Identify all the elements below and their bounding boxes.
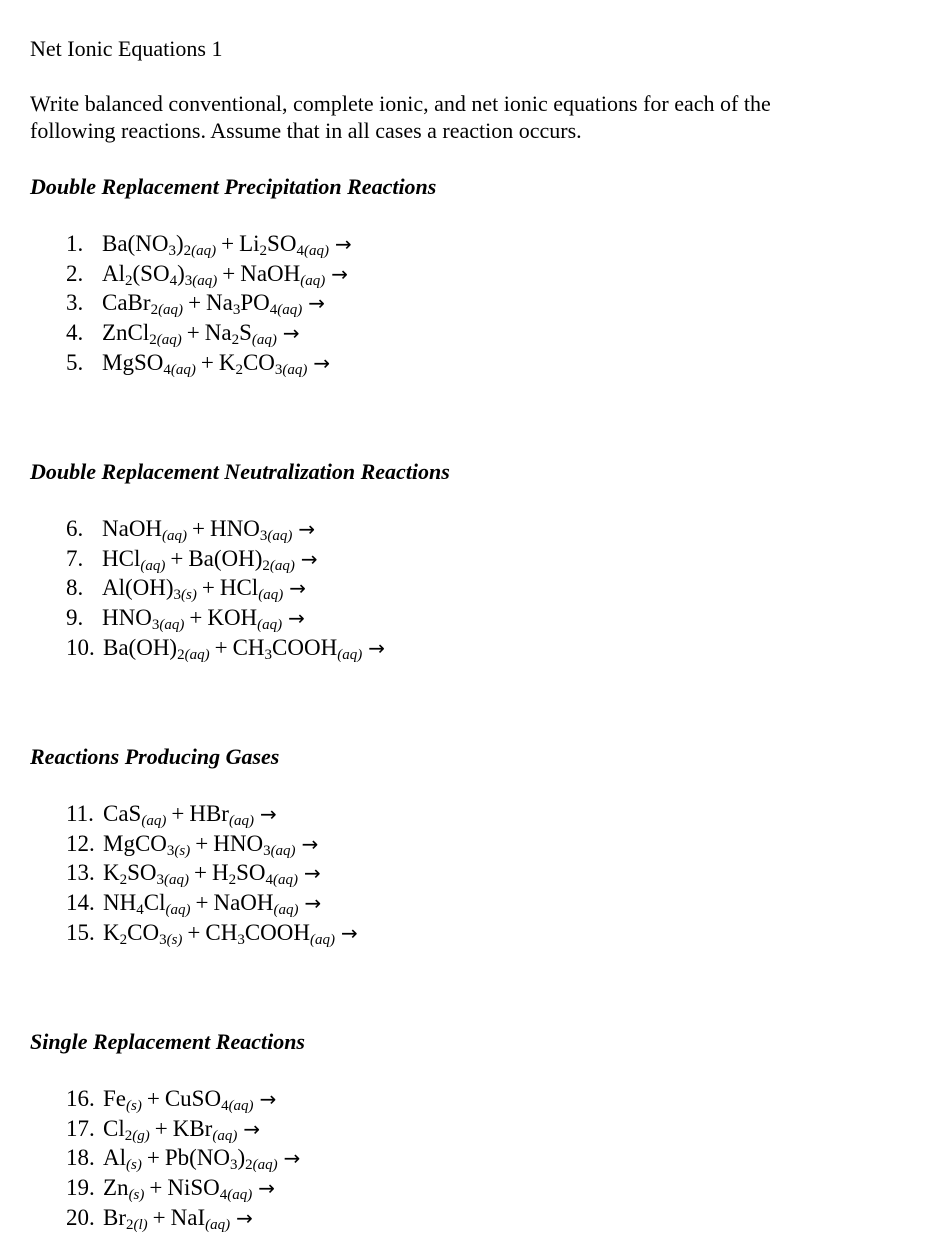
reaction-number: 13.: [66, 860, 95, 886]
chemical-formula: $K_2CO_{3(s)}$: [103, 919, 183, 948]
reaction-number: 8.: [66, 575, 84, 601]
instructions: [30, 90, 910, 144]
reaction-list-single-replacement: [66, 1084, 300, 1232]
reaction-equation: [102, 288, 325, 319]
reaction-number: 14.: [66, 890, 95, 916]
chemical-formula: $Cl_{2(g)}$: [103, 1115, 150, 1144]
plus-sign: +: [186, 320, 200, 346]
reaction-equation: [103, 799, 277, 830]
plus-sign: +: [154, 1115, 168, 1141]
instructions-line-1: Write balanced conventional, complete ionic, and net ionic equations for each of the: [30, 91, 771, 116]
chemical-formula: $Zn_{(s)}$: [103, 1175, 145, 1204]
reaction-arrow-icon: →: [341, 920, 358, 945]
chemical-formula: $K_2SO_{3(aq)}$: [103, 860, 190, 889]
reaction-arrow-icon: →: [304, 891, 322, 916]
plus-sign: +: [200, 349, 214, 375]
reaction-arrow-icon: →: [243, 1116, 261, 1141]
reaction-number: 4.: [66, 320, 84, 346]
chemical-formula: CuSO$_{4(aq)}$: [164, 1086, 254, 1114]
chemical-formula: $HNO_{3(aq)}$: [102, 605, 185, 634]
reaction-equation: [103, 858, 321, 889]
reaction-arrow-icon: →: [368, 635, 385, 660]
chemical-formula: $Li_2SO_{4(aq)}$: [239, 231, 329, 259]
reaction-number: 18.: [66, 1145, 95, 1171]
reaction-equation: [102, 348, 330, 379]
reaction-equation: [103, 829, 318, 860]
reaction-equation: [102, 318, 300, 349]
reaction-arrow-icon: →: [258, 1176, 276, 1201]
plus-sign: +: [188, 290, 202, 316]
reaction-arrow-icon: →: [259, 1087, 277, 1111]
reaction-item: [66, 829, 358, 859]
chemical-formula: $Al_2(SO_4)_{3(aq)}$: [102, 260, 218, 289]
reaction-item: [66, 544, 385, 574]
reaction-number: 19.: [66, 1175, 95, 1201]
plus-sign: +: [189, 605, 203, 631]
plus-sign: +: [195, 830, 209, 856]
reaction-equation: [102, 603, 305, 634]
chemical-formula: MgSO$_{4(aq)}$: [102, 349, 196, 378]
reaction-arrow-icon: →: [301, 831, 319, 856]
reaction-item: [66, 1173, 300, 1203]
chemical-formula: $Na_2S_{(aq)}$: [204, 320, 277, 349]
chemical-formula: NaOH$_{(aq)}$: [213, 890, 299, 919]
reaction-item: [66, 318, 352, 348]
reaction-equation: [103, 918, 358, 949]
plus-sign: +: [146, 1145, 160, 1171]
section-heading-precipitation: Double Replacement Precipitation Reactions: [30, 174, 437, 199]
reaction-number: 16.: [66, 1086, 95, 1111]
chemical-formula: $Al_{(s)}$: [103, 1145, 142, 1174]
chemical-formula: $CH_3COOH_{(aq)}$: [232, 634, 363, 663]
reaction-item: [66, 799, 358, 829]
plus-sign: +: [187, 919, 201, 945]
chemical-formula: KBr$_{(aq)}$: [172, 1115, 238, 1144]
reaction-list-neutralization: [66, 514, 385, 662]
section-heading-neutralization: Double Replacement Neutralization Reactions: [30, 459, 450, 484]
plus-sign: +: [222, 260, 236, 286]
plus-sign: +: [149, 1175, 163, 1201]
chemical-formula: $H_2SO_{4(aq)}$: [212, 860, 299, 889]
reaction-number: 6.: [66, 516, 84, 541]
plus-sign: +: [170, 545, 184, 571]
reaction-arrow-icon: →: [331, 261, 349, 286]
reaction-number: 3.: [66, 290, 84, 316]
plus-sign: +: [201, 575, 215, 601]
reaction-item: [66, 858, 358, 888]
reaction-equation: [102, 259, 348, 290]
chemical-formula: NiSO$_{4(aq)}$: [167, 1175, 253, 1204]
chemical-formula: $K_2CO_{3(aq)}$: [218, 349, 308, 378]
plus-sign: +: [195, 890, 209, 916]
chemical-formula: $KOH_{(aq)}$: [207, 605, 283, 634]
reaction-equation: [103, 1203, 253, 1234]
reaction-item: [66, 603, 385, 633]
reaction-item: [66, 1203, 300, 1233]
reaction-list-gases: [66, 799, 358, 947]
instructions-line-2: following reactions. Assume that in all cases a reaction occurs.: [30, 118, 582, 143]
reaction-item: [66, 888, 358, 918]
chemical-formula: NaI$_{(aq)}$: [170, 1204, 231, 1233]
reaction-item: [66, 1114, 300, 1144]
reaction-item: [66, 633, 385, 663]
chemical-formula: $HNO_{3(aq)}$: [213, 830, 296, 859]
reaction-item: [66, 288, 352, 318]
chemical-formula: $NH_4Cl_{(aq)}$: [103, 890, 191, 919]
chemical-formula: $Fe_{(s)}$: [103, 1086, 142, 1114]
chemical-formula: $CH_3COOH_{(aq)}$: [205, 919, 336, 948]
reaction-arrow-icon: →: [334, 232, 352, 256]
reaction-equation: [102, 514, 315, 545]
section-heading-single-replacement: Single Replacement Reactions: [30, 1029, 305, 1054]
reaction-number: 9.: [66, 605, 84, 631]
plus-sign: +: [152, 1204, 166, 1230]
chemical-formula: CaBr$_{2(aq)}$: [102, 290, 184, 319]
reaction-equation: [103, 888, 321, 919]
chemical-formula: ZnCl$_{2(aq)}$: [102, 320, 182, 349]
reaction-arrow-icon: →: [283, 1146, 301, 1171]
section-heading-gases: Reactions Producing Gases: [30, 744, 280, 769]
chemical-formula: $Na_3PO_{4(aq)}$: [206, 290, 303, 319]
chemical-formula: NaOH$_{(aq)}$: [102, 516, 188, 544]
chemical-formula: MgCO$_{3(s)}$: [103, 830, 191, 859]
reaction-arrow-icon: →: [300, 546, 318, 571]
reaction-number: 7.: [66, 545, 84, 571]
reaction-item: [66, 573, 385, 603]
reaction-arrow-icon: →: [308, 291, 326, 316]
reaction-equation: [102, 544, 318, 575]
reaction-item: [66, 918, 358, 948]
reaction-item: [66, 229, 352, 259]
chemical-formula: $Ba(OH)_{2(aq)}$: [188, 545, 295, 574]
reaction-arrow-icon: →: [298, 517, 316, 541]
reaction-list-precipitation: [66, 229, 352, 377]
reaction-equation: [103, 633, 385, 664]
page-title: Net Ionic Equations 1: [30, 36, 223, 61]
chemical-formula: NaOH$_{(aq)}$: [240, 260, 326, 289]
chemical-formula: $Ba(OH)_{2(aq)}$: [103, 634, 210, 663]
chemical-formula: $HNO_{3(aq)}$: [210, 516, 293, 544]
reaction-equation: [102, 573, 306, 604]
reaction-equation: [103, 1143, 300, 1174]
reaction-number: 5.: [66, 349, 84, 375]
reaction-arrow-icon: →: [313, 350, 331, 375]
reaction-item: [66, 348, 352, 378]
reaction-arrow-icon: →: [288, 606, 305, 631]
plus-sign: +: [221, 231, 235, 256]
chemical-formula: $Al(OH)_{3(s)}$: [102, 575, 197, 604]
reaction-equation: [103, 1114, 260, 1145]
chemical-formula: HCl$_{(aq)}$: [219, 575, 284, 604]
reaction-number: 12.: [66, 830, 95, 856]
reaction-number: 15.: [66, 919, 95, 945]
reaction-number: 1.: [66, 231, 84, 256]
reaction-number: 11.: [66, 801, 94, 826]
reaction-number: 10.: [66, 634, 95, 660]
plus-sign: +: [192, 516, 206, 541]
chemical-formula: $Br_{2(l)}$: [103, 1204, 148, 1233]
reaction-number: 17.: [66, 1115, 95, 1141]
reaction-arrow-icon: →: [289, 576, 306, 601]
reaction-equation: [103, 1084, 276, 1115]
plus-sign: +: [171, 801, 185, 826]
reaction-item: [66, 1084, 300, 1114]
reaction-arrow-icon: →: [236, 1205, 253, 1230]
reaction-item: [66, 1143, 300, 1173]
reaction-item: [66, 259, 352, 289]
plus-sign: +: [194, 860, 208, 886]
chemical-formula: HCl$_{(aq)}$: [102, 545, 166, 574]
plus-sign: +: [214, 634, 228, 660]
reaction-arrow-icon: →: [304, 861, 321, 886]
reaction-number: 2.: [66, 260, 84, 286]
chemical-formula: $Ba(NO_3)_{2(aq)}$: [102, 231, 217, 259]
reaction-arrow-icon: →: [282, 321, 300, 346]
reaction-equation: [103, 1173, 275, 1204]
chemical-formula: CaS$_{(aq)}$: [103, 801, 167, 829]
reaction-item: [66, 514, 385, 544]
reaction-number: 20.: [66, 1204, 95, 1230]
chemical-formula: HBr$_{(aq)}$: [189, 801, 254, 829]
reaction-equation: [102, 229, 352, 260]
plus-sign: +: [146, 1086, 160, 1111]
reaction-arrow-icon: →: [259, 802, 277, 826]
chemical-formula: $Pb(NO_3)_{2(aq)}$: [164, 1145, 278, 1174]
